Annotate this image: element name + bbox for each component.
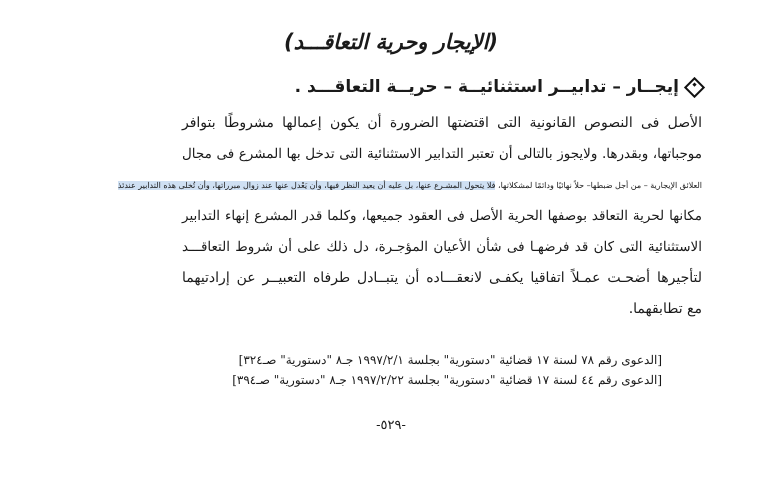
paragraph-line: الأصل فى النصوص القانونية التى اقتضتها الضرورة أن يكون إعمالها مشروطًا بتوافر (182, 115, 702, 131)
section-heading (295, 77, 702, 97)
paragraph-line: لتأجيرها أضحـت عمـلاً اتفاقيا يكفـى لانعقـــاده أن يتبــادل طرفاه التعبيــر عن إرادتيهما (182, 270, 702, 286)
paragraph-line: مع تطابقهما. (628, 301, 702, 317)
paragraph-line (117, 170, 702, 201)
citation: [الدعوى رقم ٤٤ لسنة ١٧ قضائية "دستورية" بجلسة ١٩٩٧/٢/٢٢ جـ٨ "دستورية" صـ٣٩٤] (232, 373, 662, 387)
section-heading-text: إيجــار – تدابيــر استثنائيــة – حريــة التعاقـــد . (294, 77, 679, 97)
diamond-bullet-icon (684, 76, 705, 97)
paragraph-line: موجباتها، وبقدرها. ولايجوز بالتالى أن تعتبر التدابير الاستثنائية التى تدخل بها المشرع فى مجال (182, 146, 702, 162)
paragraph-line: الاستثنائية التى كان قد فرضهـا فى شأن الأعيان المؤجـرة، دل ذلك على أن شروط التعاقـــد (182, 239, 702, 255)
page-number: -٥٢٩- (376, 418, 406, 433)
page-title: (الإيجار وحرية التعاقـــد) (284, 30, 498, 54)
paragraph-line-segment: العلائق الإيجارية – من أجل ضبطها– حلاً نهائيًا ودائمًا لمشكلاتها، (498, 181, 702, 190)
citation: [الدعوى رقم ٧٨ لسنة ١٧ قضائية "دستورية" بجلسة ١٩٩٧/٢/١ جـ٨ "دستورية" صـ٣٢٤] (238, 353, 662, 367)
selected-text[interactable]: فلا يتحول المشـرع عنها، بل عليه أن يعيد النظر فيها، وأن يَعْدل عنها عند زوال مبرراتها، وأن تُخلى هذه التدابير عندئذ (117, 181, 496, 190)
body-paragraph[interactable] (117, 108, 702, 325)
paragraph-line: مكانها لحرية التعاقد بوصفها الحرية الأصل فى العقود جميعها، وكلما قدر المشرع إنهاء التدابير (182, 208, 702, 224)
citations (182, 350, 662, 390)
